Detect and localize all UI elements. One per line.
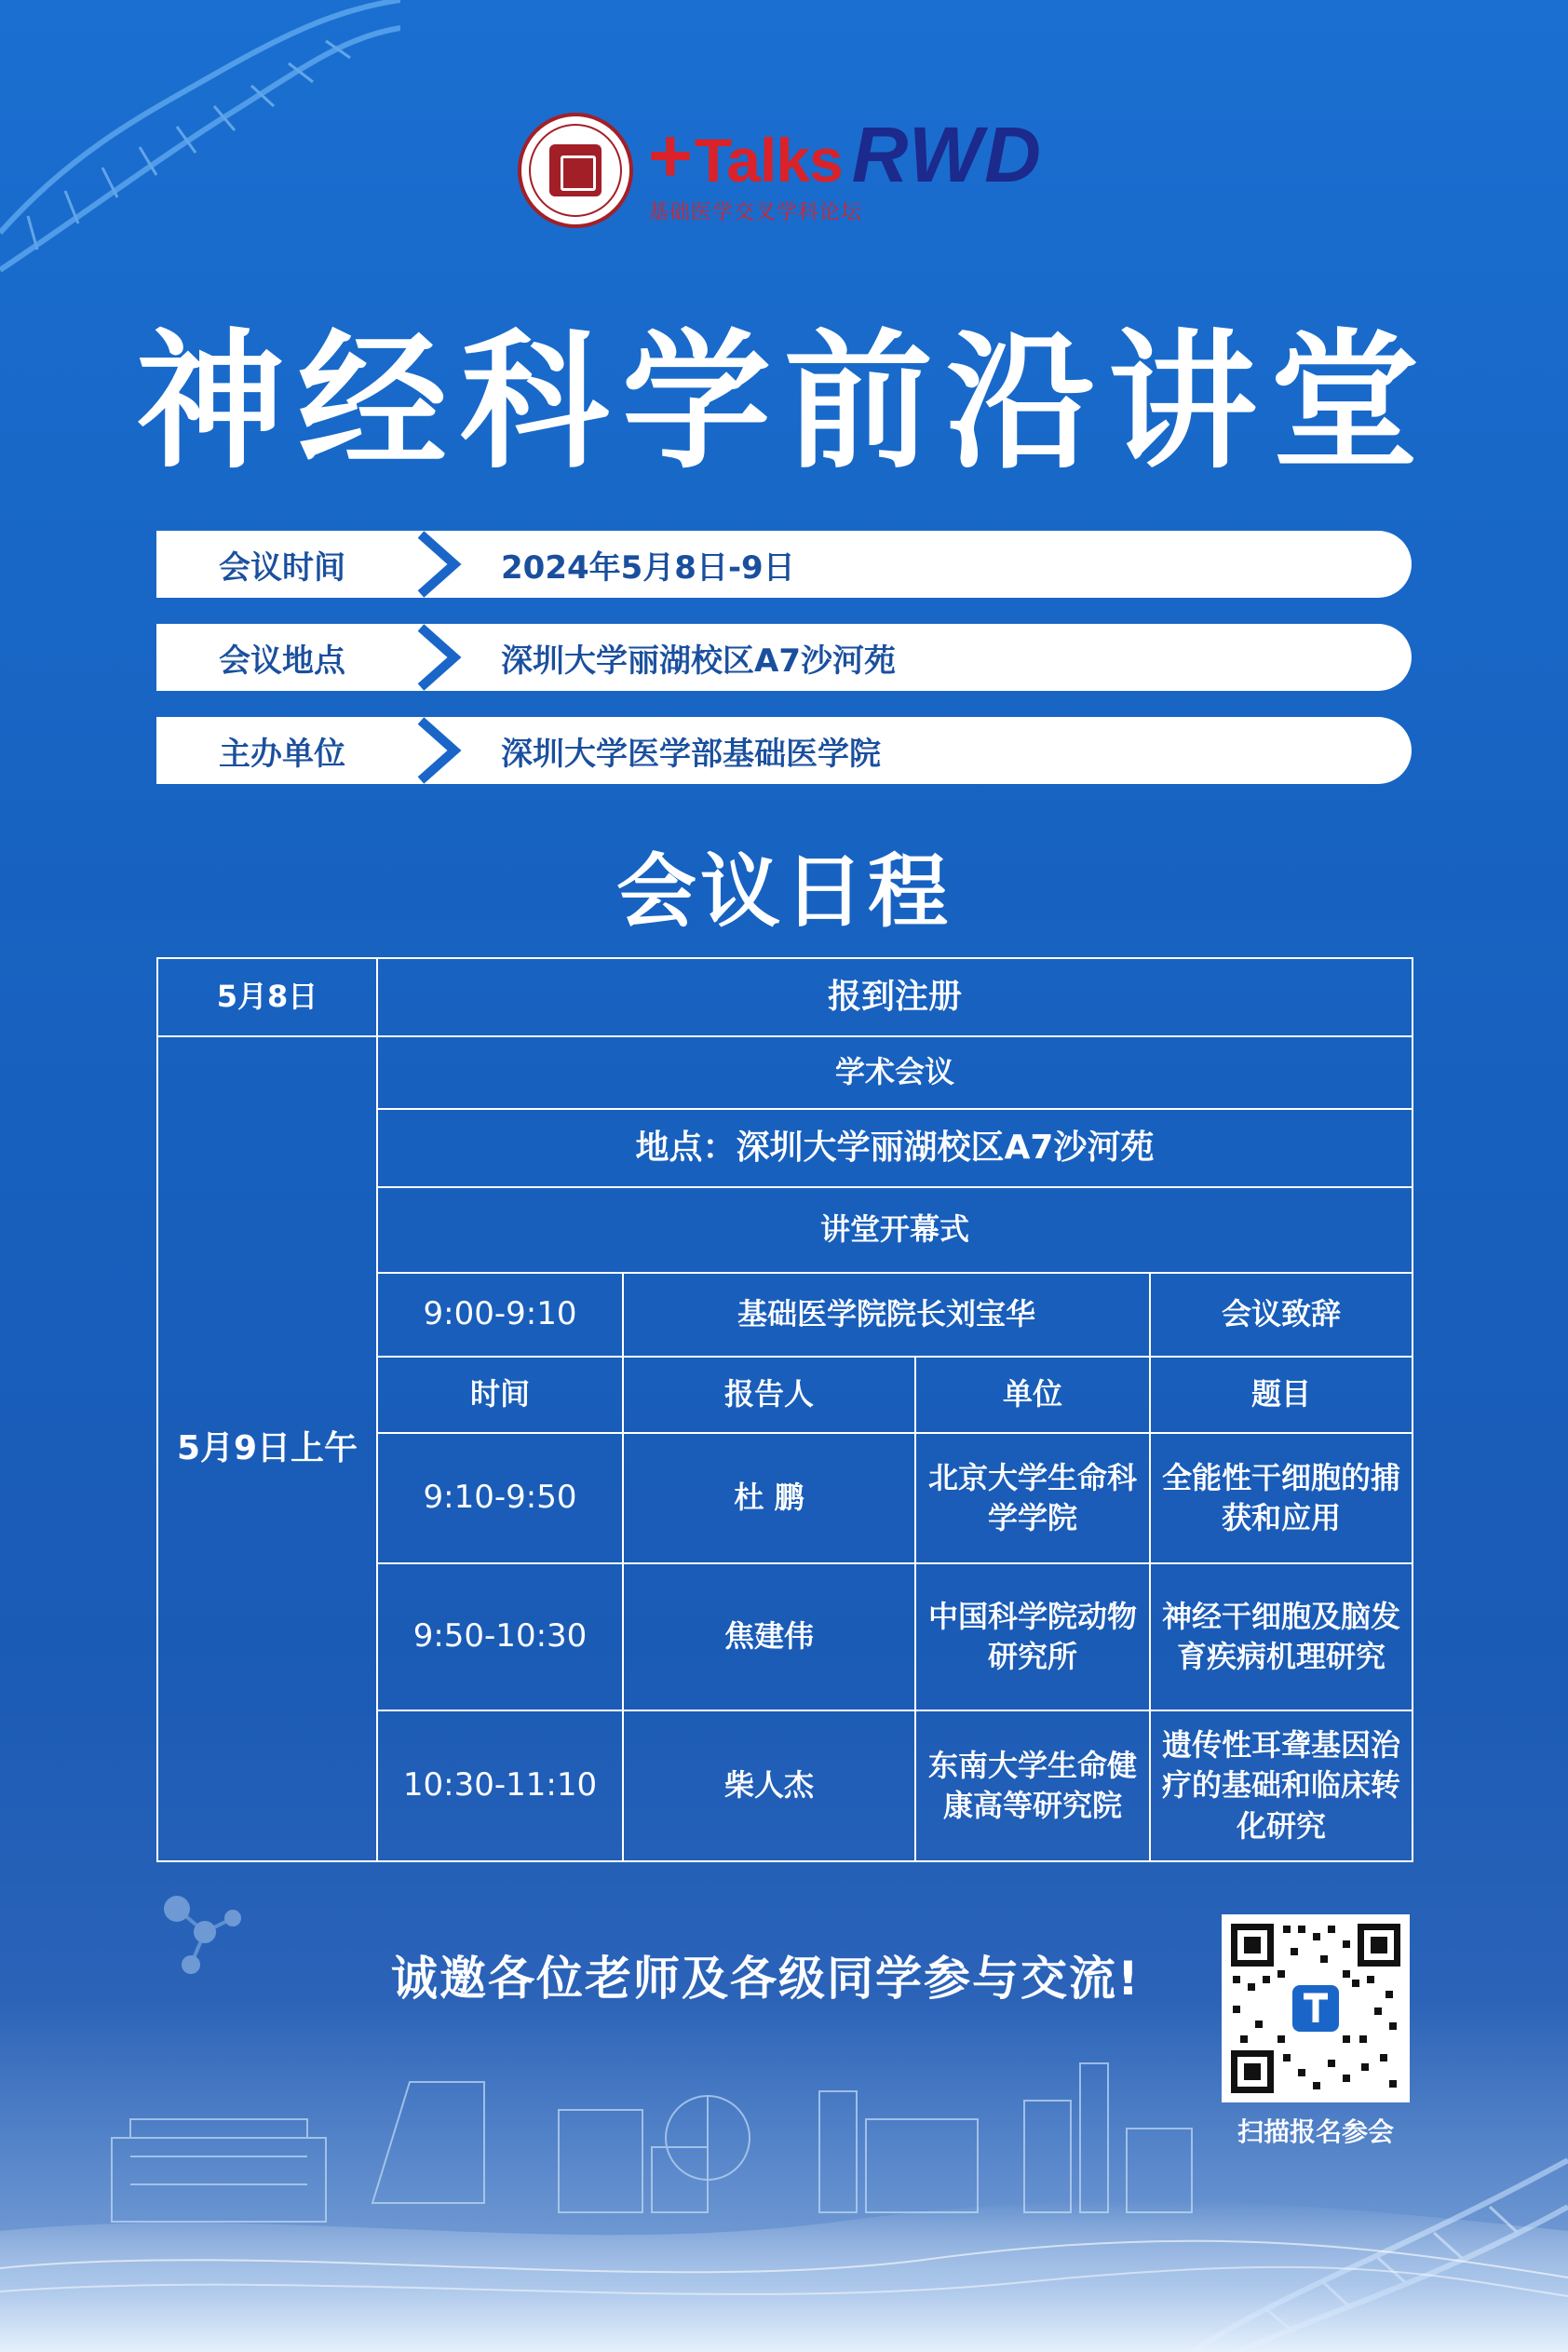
- header-speaker: 报告人: [623, 1357, 915, 1433]
- brand-rwd: RWD: [851, 111, 1043, 198]
- talk-time: 9:10-9:50: [377, 1433, 623, 1563]
- day1-date: 5月8日: [157, 958, 377, 1036]
- chevron-right-icon: [413, 717, 466, 784]
- info-label: 会议时间: [219, 548, 345, 587]
- table-row: [157, 1036, 1413, 1109]
- header-time: 时间: [377, 1357, 623, 1433]
- opening-ceremony: 讲堂开幕式: [377, 1187, 1413, 1273]
- dna-helix-decoration: [0, 0, 400, 279]
- talk-time: 9:50-10:30: [377, 1563, 623, 1710]
- talk-speaker: 柴人杰: [623, 1710, 915, 1861]
- talk-unit: 东南大学生命健康高等研究院: [915, 1710, 1150, 1861]
- qr-label: 扫描报名参会: [1237, 2116, 1394, 2147]
- talk-unit: 北京大学生命科学学院: [915, 1433, 1150, 1563]
- header-unit: 单位: [915, 1357, 1150, 1433]
- brand-plus: +: [648, 114, 693, 198]
- logo-row: [518, 110, 1043, 231]
- chevron-right-icon: [413, 531, 466, 598]
- talk-speaker: 杜 鹏: [623, 1433, 915, 1563]
- talk-topic: 神经干细胞及脑发育疾病机理研究: [1150, 1563, 1413, 1710]
- info-bar-organizer: [156, 717, 1412, 784]
- session-location: 地点：深圳大学丽湖校区A7沙河苑: [377, 1109, 1413, 1187]
- talk-topic: 全能性干细胞的捕获和应用: [1150, 1433, 1413, 1563]
- schedule-table: [156, 957, 1413, 1862]
- talk-speaker: 焦建伟: [623, 1563, 915, 1710]
- forum-brand: [648, 111, 1043, 225]
- info-bar-time: [156, 531, 1412, 598]
- registration-qr-code[interactable]: [1222, 1914, 1410, 2102]
- invitation-text: 诚邀各位老师及各级同学参与交流!: [391, 1952, 1141, 2006]
- header-topic: 题目: [1150, 1357, 1413, 1433]
- info-value: 深圳大学医学部基础医学院: [501, 735, 881, 773]
- opening-time: 9:00-9:10: [377, 1273, 623, 1357]
- info-label: 主办单位: [219, 735, 345, 773]
- session-title: 学术会议: [377, 1036, 1413, 1109]
- talk-topic: 遗传性耳聋基因治疗的基础和临床转化研究: [1150, 1710, 1413, 1861]
- brand-subtitle: 基础医学交叉学科论坛: [648, 201, 863, 224]
- opening-person: 基础医学院院长刘宝华: [623, 1273, 1150, 1357]
- table-row: [157, 958, 1413, 1036]
- talk-time: 10:30-11:10: [377, 1710, 623, 1861]
- opening-topic: 会议致辞: [1150, 1273, 1413, 1357]
- chevron-right-icon: [413, 624, 466, 691]
- schedule-heading: 会议日程: [616, 845, 952, 939]
- page-title: 神经科学前沿讲堂: [135, 315, 1432, 489]
- university-seal-logo: [518, 113, 633, 228]
- day2-date: 5月9日上午: [157, 1036, 377, 1861]
- info-value: 深圳大学丽湖校区A7沙河苑: [501, 642, 896, 680]
- brand-talks: Talks: [694, 126, 843, 195]
- day1-event: 报到注册: [377, 958, 1413, 1036]
- info-value: 2024年5月8日-9日: [501, 548, 795, 587]
- info-bar-location: [156, 624, 1412, 691]
- info-label: 会议地点: [219, 642, 345, 680]
- talk-unit: 中国科学院动物研究所: [915, 1563, 1150, 1710]
